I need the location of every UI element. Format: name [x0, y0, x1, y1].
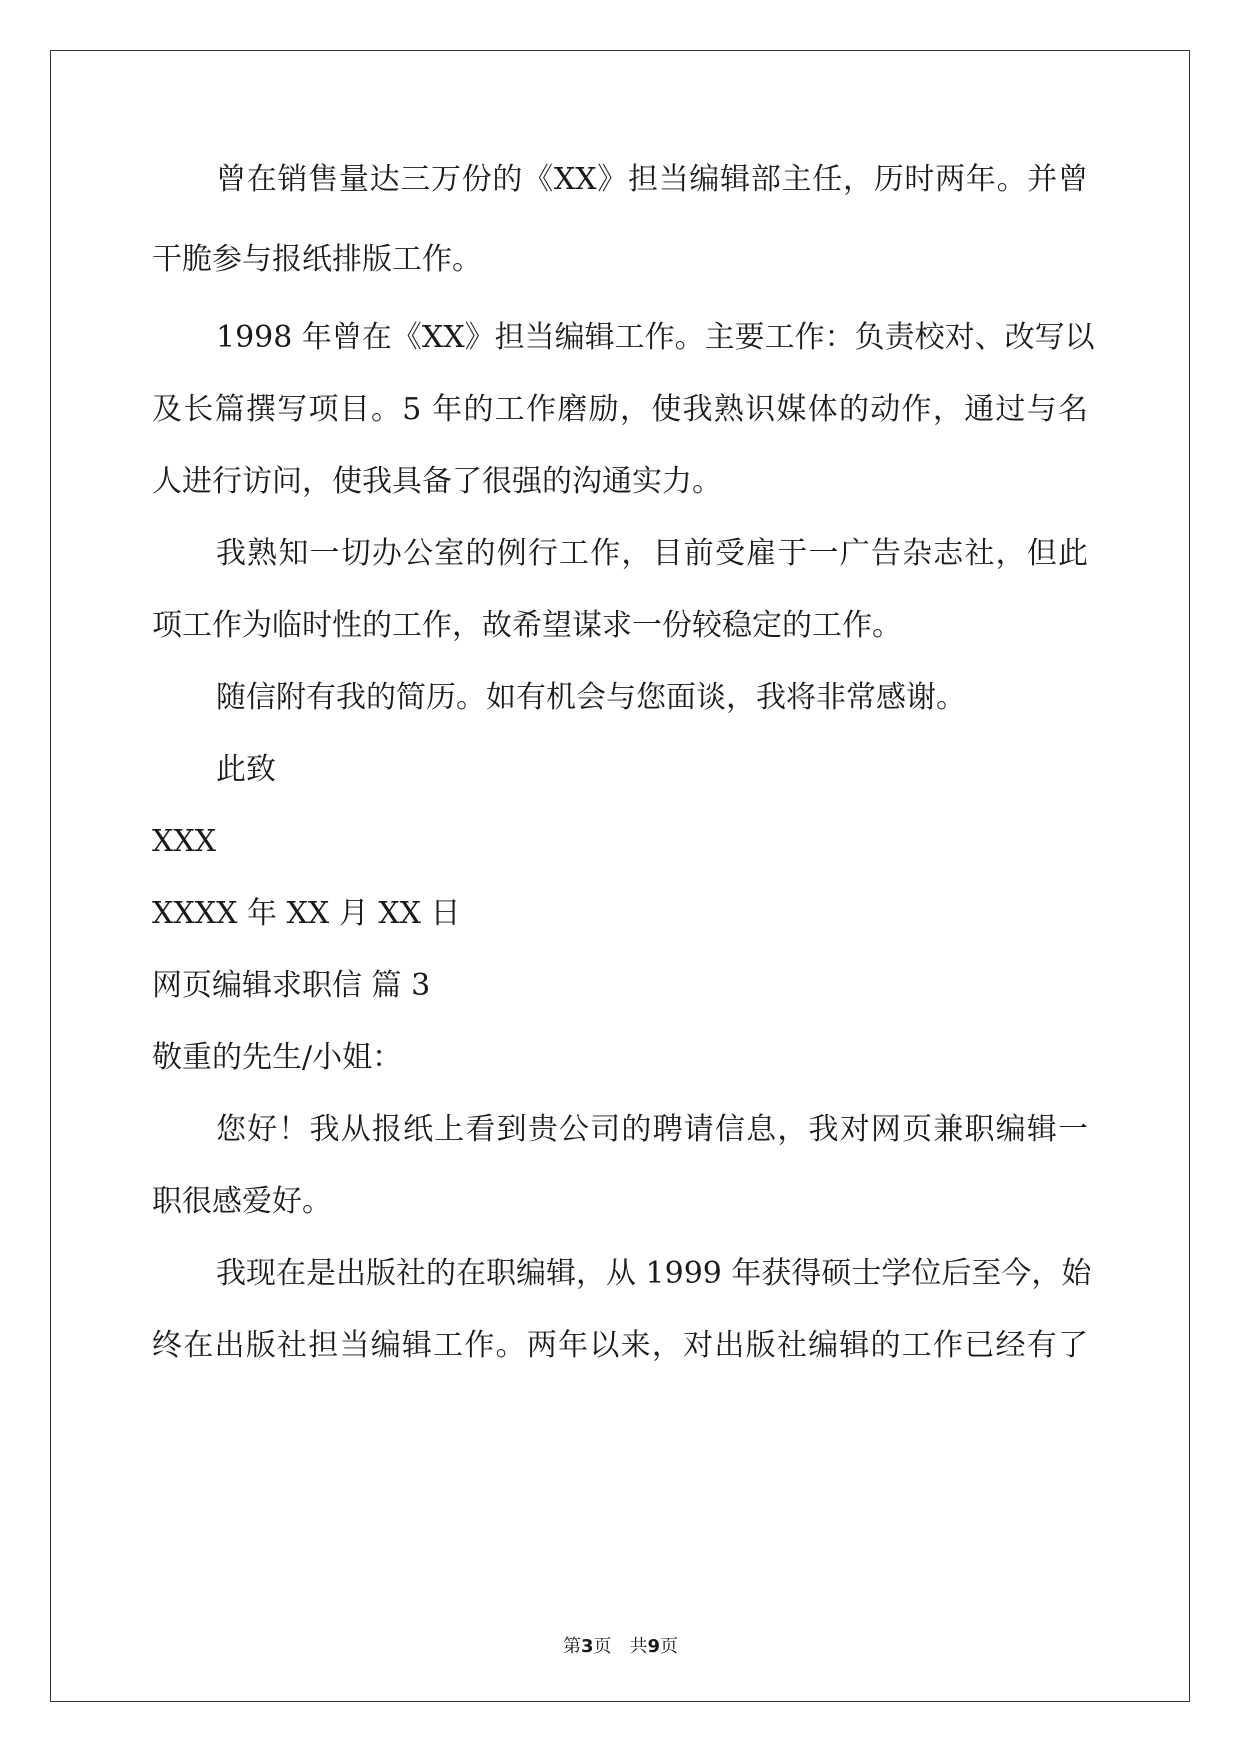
- current-page-number: 3: [580, 1636, 594, 1657]
- page-unit: 页: [593, 1636, 612, 1657]
- paragraph-line: 随信附有我的简历。如有机会与您面谈，我将非常感谢。: [216, 680, 966, 715]
- signature-name: XXX: [152, 824, 217, 859]
- closing-salutation: 此致: [216, 752, 276, 787]
- page-prefix: 第: [562, 1636, 581, 1657]
- paragraph-line: 项工作为临时性的工作，故希望谋求一份较稳定的工作。: [152, 608, 902, 643]
- paragraph-line: 1998 年曾在《XX》担当编辑工作。主要工作：负责校对、改写以: [216, 320, 1095, 355]
- paragraph-line: 我熟知一切办公室的例行工作，目前受雇于一广告杂志社，但此: [216, 536, 1088, 571]
- total-unit: 页: [660, 1636, 679, 1657]
- paragraph-line: 您好！我从报纸上看到贵公司的聘请信息，我对网页兼职编辑一: [216, 1112, 1088, 1147]
- letter-greeting: 敬重的先生/小姐：: [152, 1040, 403, 1075]
- page-footer: [0, 1632, 1241, 1658]
- paragraph-line: 及长篇撰写项目。5 年的工作磨励，使我熟识媒体的动作，通过与名: [152, 392, 1088, 427]
- paragraph-line: 干脆参与报纸排版工作。: [152, 242, 482, 277]
- total-page-number: 9: [647, 1636, 661, 1657]
- page-border: [50, 50, 1190, 1702]
- paragraph-line: 终在出版社担当编辑工作。两年以来，对出版社编辑的工作已经有了: [152, 1328, 1088, 1363]
- signature-date: XXXX 年 XX 月 XX 日: [152, 896, 461, 931]
- paragraph-line: 我现在是出版社的在职编辑，从 1999 年获得硕士学位后至今，始: [216, 1256, 1092, 1291]
- total-prefix: 共: [629, 1636, 648, 1657]
- paragraph-line: 人进行访问，使我具备了很强的沟通实力。: [152, 464, 722, 499]
- section-title: 网页编辑求职信 篇 3: [152, 968, 431, 1003]
- paragraph-line: 曾在销售量达三万份的《XX》担当编辑部主任，历时两年。并曾: [216, 162, 1088, 197]
- paragraph-line: 职很感爱好。: [152, 1184, 332, 1219]
